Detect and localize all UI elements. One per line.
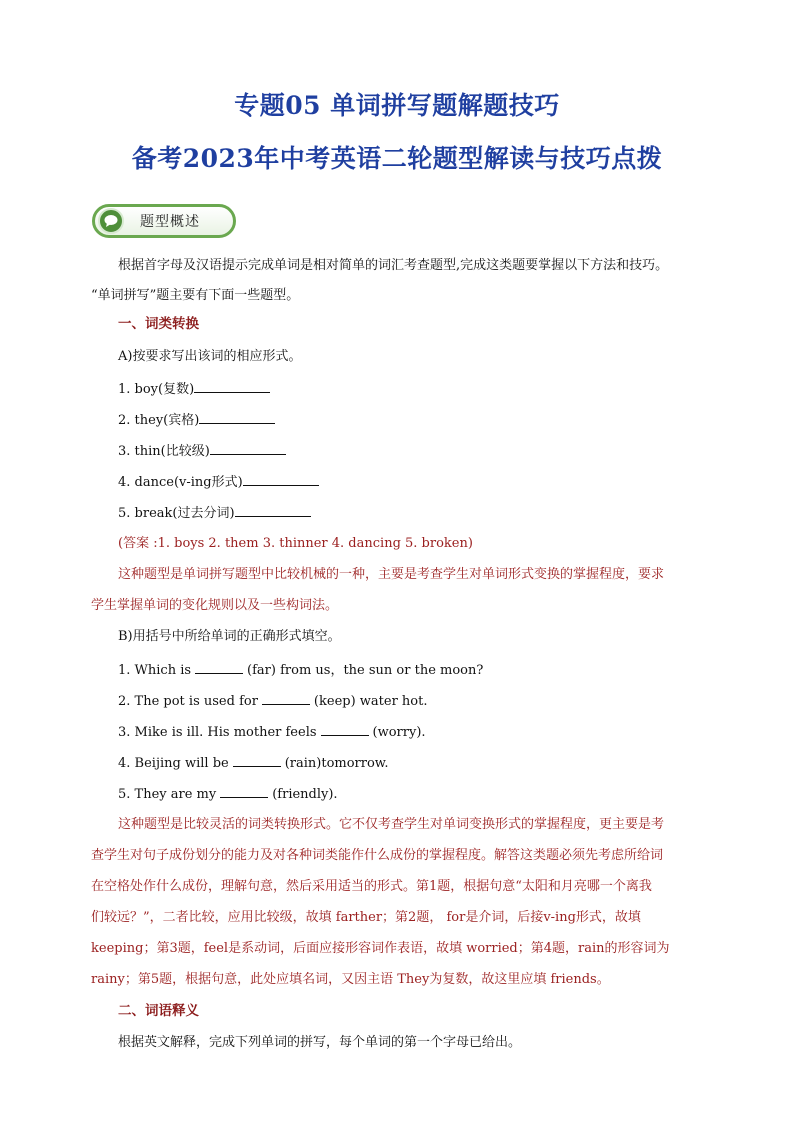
part-b-explanation-line: rainy；第5题，根据句意，此处应填名词，又因主语 They为复数，故这里应填 friends。 bbox=[91, 972, 610, 987]
section-badge bbox=[92, 204, 236, 238]
part-b-item: 3. Mike is ill. His mother feels (worry). bbox=[118, 725, 426, 740]
badge-label: 题型概述 bbox=[140, 214, 200, 230]
part-b-item: 2. The pot is used for (keep) water hot. bbox=[118, 694, 428, 709]
intro-line-1: 根据首字母及汉语提示完成单词是相对简单的词汇考查题型,完成这类题要掌握以下方法和技巧。 bbox=[118, 258, 669, 273]
speech-bubble-icon bbox=[98, 208, 124, 234]
part-b-explanation-line: keeping；第3题，feel是系动词，后面应接形容词作表语，故填 worried；第4题，rain的形容词为 bbox=[91, 941, 670, 956]
intro-line-2: “单词拼写”题主要有下面一些题型。 bbox=[91, 288, 300, 303]
part-a-item: 5. break(过去分词) bbox=[118, 505, 311, 520]
part-a-comment-2: 学生掌握单词的变化规则以及一些构词法。 bbox=[91, 598, 339, 613]
part-b-explanation-line: 这种题型是比较灵活的词类转换形式。它不仅考查学生对单词变换形式的掌握程度，更主要是考 bbox=[118, 817, 665, 832]
part-b-instruction: B)用括号中所给单词的正确形式填空。 bbox=[118, 629, 341, 644]
part-b-item: 1. Which is (far) from us，the sun or the moon? bbox=[118, 663, 484, 678]
section-1-heading: 一、词类转换 bbox=[118, 316, 199, 332]
title-line-1: 专题05 单词拼写题解题技巧 bbox=[234, 91, 560, 120]
part-b-explanation-line: 在空格处作什么成份，理解句意，然后采用适当的形式。第1题，根据句意“太阳和月亮哪一个离我 bbox=[91, 879, 652, 894]
part-a-item: 1. boy(复数) bbox=[118, 381, 270, 396]
part-b-item: 4. Beijing will be (rain)tomorrow. bbox=[118, 756, 389, 771]
title-line-2: 备考2023年中考英语二轮题型解读与技巧点拨 bbox=[131, 144, 663, 173]
part-a-item: 4. dance(v-ing形式) bbox=[118, 474, 319, 489]
part-b-explanation-line: 查学生对句子成份划分的能力及对各种词类能作什么成份的掌握程度。解答这类题必须先考虑所给词 bbox=[91, 848, 664, 863]
part-a-instruction: A)按要求写出该词的相应形式。 bbox=[118, 349, 302, 364]
part-a-item: 3. thin(比较级) bbox=[118, 443, 286, 458]
part-b-item: 5. They are my (friendly). bbox=[118, 787, 338, 802]
section-2-heading: 二、词语释义 bbox=[118, 1003, 199, 1019]
part-b-explanation-line: 们较远？”，二者比较，应用比较级，故填 farther；第2题， for是介词，后接v-ing形式，故填 bbox=[91, 910, 641, 925]
section-2-instruction: 根据英文解释，完成下列单词的拼写，每个单词的第一个字母已给出。 bbox=[118, 1035, 522, 1050]
part-a-answer: (答案 :1. boys 2. them 3. thinner 4. dancing 5. broken) bbox=[118, 536, 473, 551]
part-a-item: 2. they(宾格) bbox=[118, 412, 275, 427]
part-a-comment-1: 这种题型是单词拼写题型中比较机械的一种，主要是考查学生对单词形式变换的掌握程度，要求 bbox=[118, 567, 665, 582]
